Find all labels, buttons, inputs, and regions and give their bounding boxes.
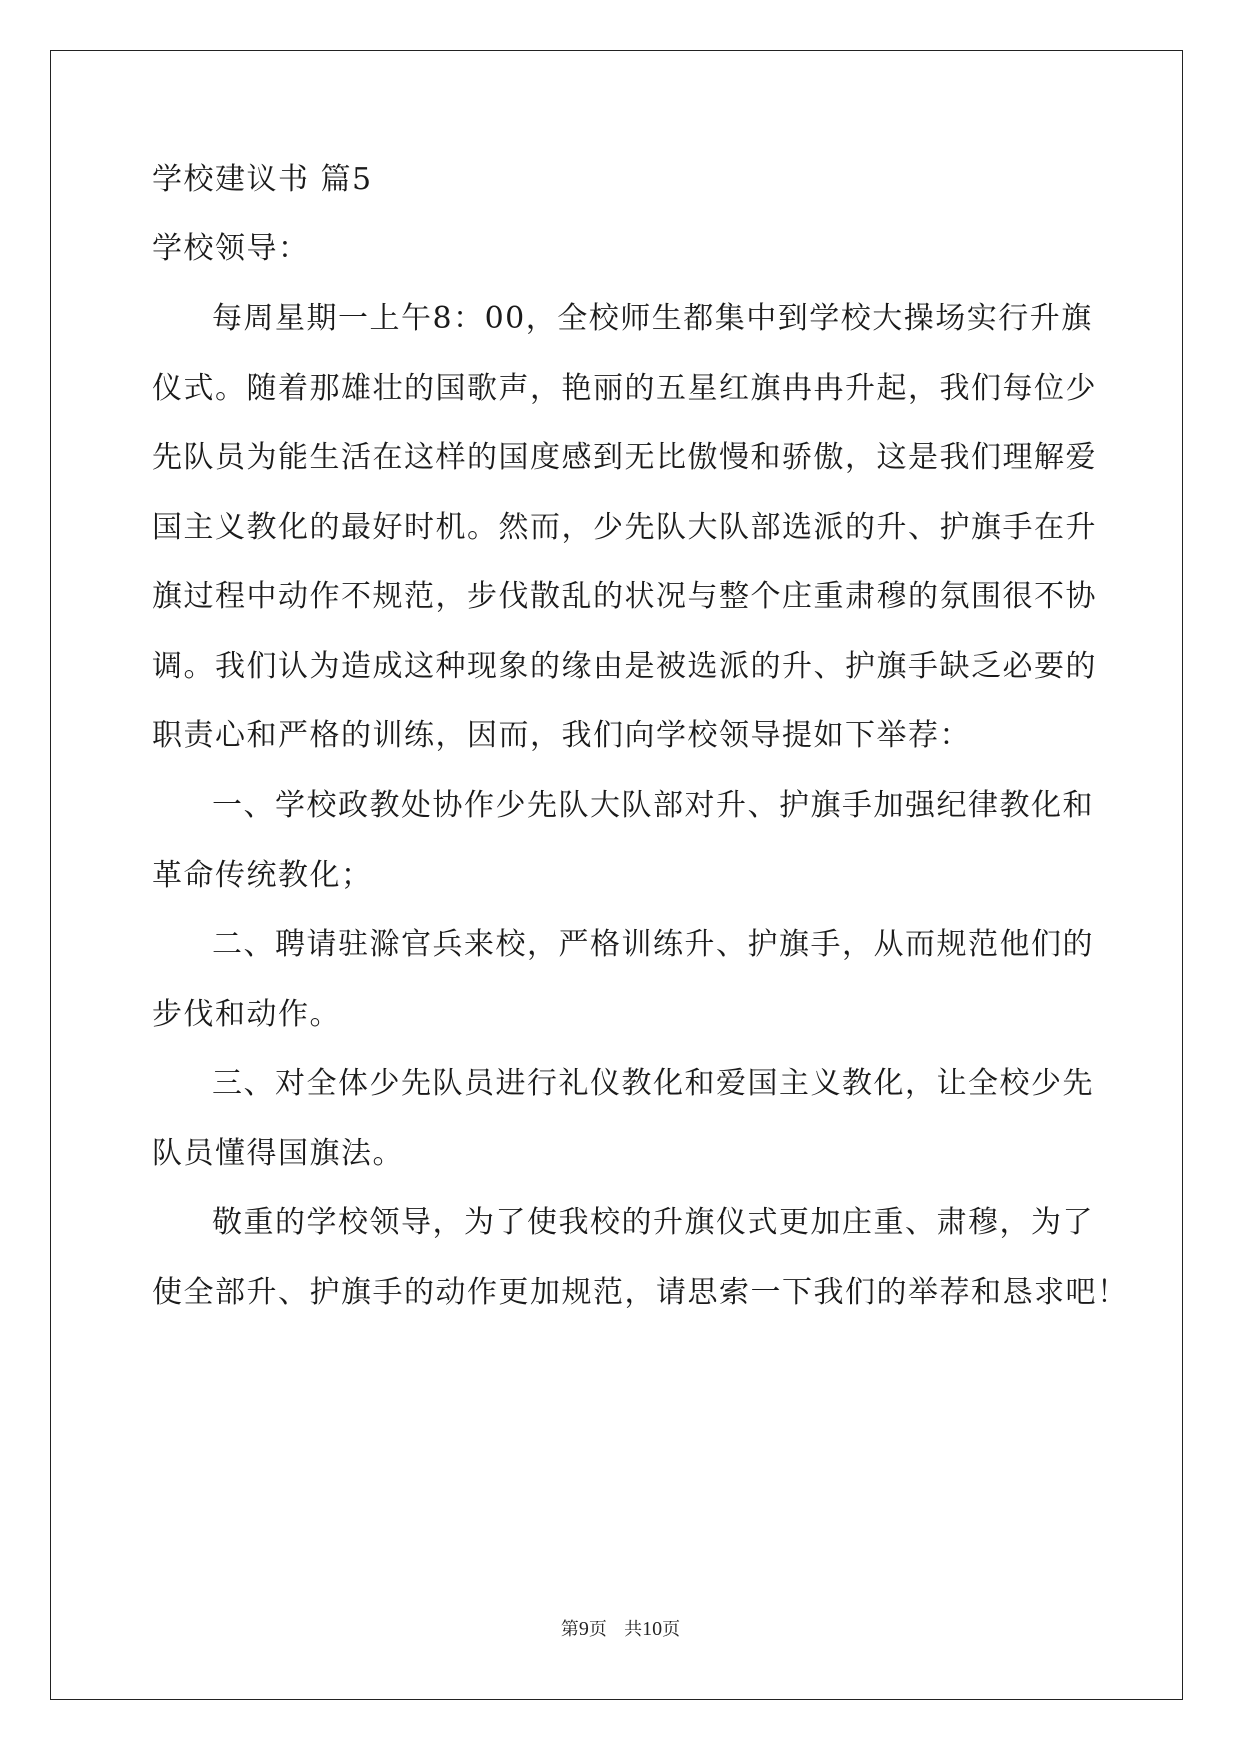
paragraph-4-line-2: 队员懂得国旗法。 [152,1136,404,1171]
paragraph-3-line-2: 步伐和动作。 [152,997,341,1032]
paragraph-1-line-4: 国主义教化的最好时机。然而，少先队大队部选派的升、护旗手在升 [152,510,1097,545]
document-title: 学校建议书 篇5 [152,162,373,197]
total-prefix: 共 [624,1619,643,1640]
paragraph-3-line-1: 二、聘请驻滁官兵来校，严格训练升、护旗手，从而规范他们的 [212,927,1094,962]
salutation: 学校领导： [152,231,310,266]
paragraph-4-line-1: 三、对全体少先队员进行礼仪教化和爱国主义教化，让全校少先 [212,1066,1094,1101]
paragraph-2-line-1: 一、学校政教处协作少先队大队部对升、护旗手加强纪律教化和 [212,788,1094,823]
page-suffix: 页 [588,1619,607,1640]
page-footer [0,1615,1241,1641]
paragraph-1-line-5: 旗过程中动作不规范，步伐散乱的状况与整个庄重肃穆的氛围很不协 [152,579,1097,614]
paragraph-2-line-2: 革命传统教化； [152,858,373,893]
paragraph-1-line-1: 每周星期一上午8：00，全校师生都集中到学校大操场实行升旗 [212,301,1093,336]
paragraph-5-line-2: 使全部升、护旗手的动作更加规范，请思索一下我们的举荐和恳求吧！ [152,1275,1129,1310]
total-suffix: 页 [662,1619,681,1640]
paragraph-1-line-2: 仪式。随着那雄壮的国歌声，艳丽的五星红旗冉冉升起，我们每位少 [152,371,1097,406]
page-number: 9 [578,1618,589,1640]
paragraph-5-line-1: 敬重的学校领导，为了使我校的升旗仪式更加庄重、肃穆，为了 [212,1205,1094,1240]
paragraph-1-line-3: 先队员为能生活在这样的国度感到无比傲慢和骄傲，这是我们理解爱 [152,440,1097,475]
total-pages: 10 [642,1618,663,1640]
paragraph-1-line-7: 职责心和严格的训练，因而，我们向学校领导提如下举荐： [152,718,971,753]
page-prefix: 第 [560,1619,579,1640]
paragraph-1-line-6: 调。我们认为造成这种现象的缘由是被选派的升、护旗手缺乏必要的 [152,649,1097,684]
